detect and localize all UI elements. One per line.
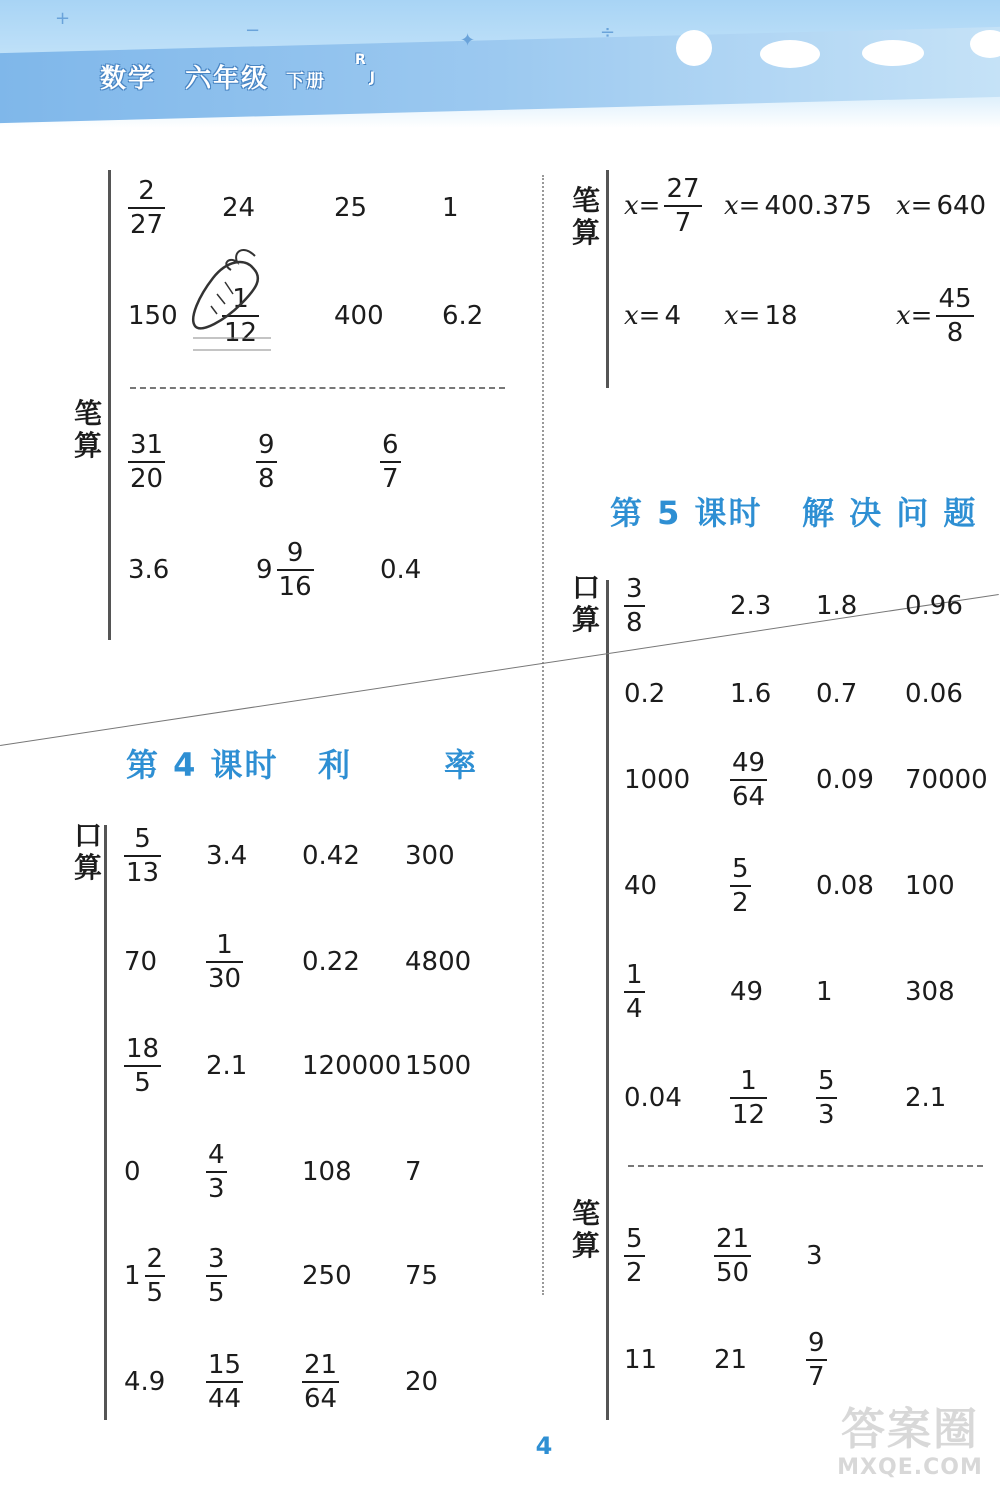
answer-cell — [302, 1142, 352, 1202]
fraction-denominator: 50 — [716, 1258, 750, 1288]
answer-cell — [624, 750, 690, 810]
answer-cell — [905, 962, 955, 1022]
column-divider — [542, 175, 544, 1295]
fraction — [936, 286, 973, 346]
fraction-denominator: 7 — [674, 208, 692, 238]
answer-cell — [256, 432, 277, 492]
fraction — [206, 932, 243, 992]
answer-cell — [905, 750, 988, 810]
answer-cell — [730, 856, 751, 916]
watermark — [825, 1405, 995, 1495]
answer-cell — [816, 1068, 837, 1128]
right-top-rule — [606, 170, 609, 388]
carrot-icon — [185, 238, 280, 363]
equation-variable: x= — [624, 191, 661, 221]
plus-icon: + — [55, 8, 71, 29]
answer-value: 250 — [302, 1261, 352, 1291]
answer-cell — [624, 962, 645, 1022]
header-volume: 下册 — [286, 71, 327, 92]
fraction-denominator: 44 — [208, 1384, 242, 1414]
page-number: 4 — [535, 1432, 553, 1460]
label-kousuan: 口算 — [571, 571, 600, 636]
fraction — [714, 1226, 751, 1286]
edition-j: J — [369, 70, 375, 86]
mixed-whole: 9 — [256, 555, 273, 585]
fraction — [124, 826, 161, 886]
fraction-denominator: 64 — [732, 782, 766, 812]
fraction-denominator: 8 — [626, 608, 643, 638]
label-bisuan: 笔算 — [571, 184, 600, 249]
answer-value: 1 — [442, 193, 459, 223]
fraction — [277, 540, 314, 600]
butterfly-icon: ✦ — [460, 30, 476, 51]
equation-variable: x= — [724, 191, 761, 221]
fraction — [128, 178, 165, 238]
answer-cell — [624, 856, 657, 916]
fraction-denominator: 2 — [732, 888, 749, 918]
equation-variable: x= — [724, 301, 761, 331]
divide-icon: ÷ — [600, 22, 616, 43]
answer-cell — [124, 826, 161, 886]
answer-cell — [405, 1142, 422, 1202]
fraction-denominator: 5 — [146, 1278, 164, 1308]
answer-cell — [724, 286, 798, 346]
answer-cell — [816, 750, 874, 810]
fraction-denominator: 12 — [224, 318, 258, 348]
answer-value: 20 — [405, 1367, 439, 1397]
fraction-numerator: 4 — [208, 1140, 225, 1170]
fraction-denominator: 7 — [382, 464, 399, 494]
answer-value: 0.4 — [380, 555, 422, 585]
fraction-numerator: 5 — [134, 824, 151, 854]
answer-cell — [405, 932, 471, 992]
header-title — [100, 58, 326, 95]
fraction — [145, 1246, 166, 1306]
answer-value: 1000 — [624, 765, 691, 795]
answer-cell — [624, 1330, 657, 1390]
answer-value: 40 — [624, 871, 658, 901]
fraction-numerator: 27 — [666, 174, 700, 204]
answer-cell — [442, 178, 459, 238]
fraction-denominator: 13 — [126, 858, 160, 888]
fraction — [806, 1330, 827, 1390]
header-grade: 六年级 — [185, 64, 270, 94]
answer-cell — [730, 664, 771, 724]
answer-cell — [730, 750, 767, 810]
fraction — [730, 856, 751, 916]
fraction-denominator: 16 — [278, 572, 312, 602]
lesson4-title: 第 4 课时 利 率 — [126, 746, 478, 784]
fraction — [730, 750, 767, 810]
answer-cell — [206, 1352, 243, 1412]
label-bisuan: 笔算 — [73, 397, 102, 462]
fraction-denominator: 27 — [130, 210, 164, 240]
answer-value: 1.8 — [816, 591, 858, 621]
answer-value: 400.375 — [764, 191, 872, 221]
answer-cell — [442, 286, 483, 346]
answer-value: 24 — [222, 193, 256, 223]
sun-icon — [676, 30, 712, 66]
answer-cell — [624, 664, 665, 724]
answer-value: 70 — [124, 947, 158, 977]
fraction-numerator: 1 — [626, 960, 643, 990]
cloud-icon — [760, 40, 820, 68]
answer-cell — [206, 826, 247, 886]
fraction — [664, 176, 701, 236]
answer-cell — [380, 432, 401, 492]
header-subject: 数学 — [100, 64, 157, 94]
answer-value: 150 — [128, 301, 178, 331]
answer-value: 1500 — [405, 1051, 472, 1081]
fraction-numerator: 2 — [138, 176, 155, 206]
answer-value: 640 — [936, 191, 987, 221]
edition-mark — [355, 52, 375, 86]
answer-value: 4800 — [405, 947, 472, 977]
fraction-numerator: 2 — [146, 1244, 164, 1274]
answer-cell — [128, 432, 165, 492]
answer-cell — [334, 286, 384, 346]
answer-value: 100 — [905, 871, 955, 901]
answer-cell — [124, 932, 157, 992]
answer-cell — [128, 178, 165, 238]
answer-value: 21 — [714, 1345, 748, 1375]
answer-value: 75 — [405, 1261, 439, 1291]
answer-cell — [624, 176, 702, 236]
answer-cell — [405, 1352, 438, 1412]
fraction — [206, 1142, 227, 1202]
fraction — [816, 1068, 837, 1128]
dashed-separator — [130, 387, 505, 389]
fraction — [206, 1352, 243, 1412]
right-bottom-rule — [606, 580, 609, 1420]
fraction — [624, 576, 645, 636]
answer-value: 6.2 — [442, 301, 484, 331]
answer-cell — [806, 1330, 827, 1390]
fraction-denominator: 3 — [208, 1174, 225, 1204]
cloud-icon — [862, 40, 924, 66]
fraction-numerator: 6 — [382, 430, 399, 460]
answer-cell — [816, 576, 857, 636]
fraction-denominator: 8 — [258, 464, 275, 494]
answer-value: 0.2 — [624, 679, 666, 709]
fraction — [302, 1352, 339, 1412]
fraction — [624, 962, 645, 1022]
answer-cell — [380, 540, 421, 600]
answer-cell — [124, 1036, 161, 1096]
equation-variable: x= — [624, 301, 661, 331]
answer-cell — [724, 176, 872, 236]
answer-cell — [905, 1068, 946, 1128]
answer-cell — [206, 932, 243, 992]
answer-value: 7 — [405, 1157, 422, 1187]
answer-value: 2.1 — [206, 1051, 248, 1081]
fraction — [124, 1036, 161, 1096]
fraction — [730, 1068, 767, 1128]
fraction-numerator: 9 — [286, 538, 304, 568]
fraction — [206, 1246, 227, 1306]
edition-r: R — [355, 52, 366, 68]
fraction-numerator: 1 — [740, 1066, 757, 1096]
fraction-numerator: 1 — [216, 930, 233, 960]
answer-cell — [222, 178, 255, 238]
answer-value: 4 — [664, 301, 681, 331]
answer-cell — [124, 1142, 141, 1202]
answer-value: 0.06 — [905, 679, 963, 709]
answer-value: 3 — [806, 1241, 823, 1271]
answer-cell — [206, 1246, 227, 1306]
answer-cell — [405, 826, 455, 886]
answer-cell — [124, 1352, 165, 1412]
answer-cell — [896, 286, 974, 346]
fraction-numerator: 15 — [208, 1350, 242, 1380]
answer-value: 0.42 — [302, 841, 360, 871]
equation-variable: x= — [896, 191, 933, 221]
fraction-numerator: 5 — [818, 1066, 835, 1096]
fraction-numerator: 31 — [130, 430, 164, 460]
equation-variable: x= — [896, 301, 933, 331]
answer-value: 25 — [334, 193, 368, 223]
fraction-numerator: 5 — [732, 854, 749, 884]
answer-cell — [730, 1068, 767, 1128]
answer-cell — [730, 576, 771, 636]
fraction-denominator: 64 — [304, 1384, 338, 1414]
fraction-numerator: 1 — [232, 284, 249, 314]
answer-cell — [624, 576, 645, 636]
answer-cell — [896, 176, 986, 236]
mixed-whole: 1 — [124, 1261, 141, 1291]
answer-cell — [302, 1352, 339, 1412]
watermark-url: MXQE.COM — [837, 1455, 983, 1480]
answer-value: 1.6 — [730, 679, 772, 709]
answer-cell — [624, 1068, 682, 1128]
answer-cell — [905, 576, 963, 636]
fraction-numerator: 21 — [716, 1224, 750, 1254]
answer-cell — [730, 962, 763, 1022]
answer-cell — [816, 664, 857, 724]
answer-value: 0.04 — [624, 1083, 682, 1113]
answer-value: 120000 — [302, 1051, 402, 1081]
answer-cell — [256, 540, 314, 600]
answer-value: 300 — [405, 841, 455, 871]
label-bisuan: 笔算 — [571, 1197, 600, 1262]
fraction-denominator: 2 — [626, 1258, 643, 1288]
fraction-denominator: 8 — [946, 318, 964, 348]
answer-value: 2.3 — [730, 591, 772, 621]
answer-value: 308 — [905, 977, 955, 1007]
left-bottom-rule — [104, 825, 107, 1420]
label-kousuan: 口算 — [73, 819, 102, 884]
answer-value: 4.9 — [124, 1367, 166, 1397]
fraction-denominator: 7 — [808, 1362, 825, 1392]
answer-cell — [334, 178, 367, 238]
answer-cell — [624, 1226, 645, 1286]
fraction-numerator: 45 — [938, 284, 972, 314]
answer-cell — [302, 932, 360, 992]
left-top-rule — [108, 170, 111, 640]
answer-cell — [128, 540, 169, 600]
page-header — [0, 0, 1000, 128]
answer-cell — [302, 1246, 352, 1306]
answer-value: 0.7 — [816, 679, 858, 709]
answer-cell — [124, 1246, 165, 1306]
fraction-denominator: 3 — [818, 1100, 835, 1130]
answer-cell — [816, 856, 874, 916]
fraction-numerator: 49 — [732, 748, 766, 778]
answer-value: 18 — [764, 301, 798, 331]
answer-value: 3.4 — [206, 841, 248, 871]
answer-value: 49 — [730, 977, 764, 1007]
answer-cell — [806, 1226, 823, 1286]
answer-cell — [302, 1036, 401, 1096]
answer-cell — [714, 1226, 751, 1286]
fraction-denominator: 20 — [130, 464, 164, 494]
answer-cell — [302, 826, 360, 886]
answer-cell — [714, 1330, 747, 1390]
fraction-numerator: 9 — [808, 1328, 825, 1358]
lesson5-title: 第 5 课时 解 决 问 题 — [610, 494, 978, 532]
fraction-numerator: 3 — [208, 1244, 225, 1274]
dashed-separator — [628, 1165, 983, 1167]
answer-value: 3.6 — [128, 555, 170, 585]
fraction — [624, 1226, 645, 1286]
fraction — [256, 432, 277, 492]
fraction-denominator: 5 — [134, 1068, 151, 1098]
fraction-numerator: 18 — [126, 1034, 160, 1064]
fraction-denominator: 4 — [626, 994, 643, 1024]
answer-value: 400 — [334, 301, 384, 331]
answer-value: 0.96 — [905, 591, 963, 621]
answer-value: 0.22 — [302, 947, 360, 977]
answer-cell — [905, 664, 963, 724]
answer-value: 0.08 — [816, 871, 874, 901]
fraction — [128, 432, 165, 492]
minus-icon: − — [245, 20, 261, 41]
answer-value: 0.09 — [816, 765, 874, 795]
answer-cell — [624, 286, 681, 346]
answer-value: 11 — [624, 1345, 658, 1375]
fraction-denominator: 12 — [732, 1100, 766, 1130]
answer-cell — [405, 1246, 438, 1306]
fraction-denominator: 30 — [208, 964, 242, 994]
fraction — [380, 432, 401, 492]
answer-value: 108 — [302, 1157, 352, 1187]
fraction-numerator: 9 — [258, 430, 275, 460]
watermark-logo: 答案圈 — [841, 1404, 979, 1455]
fraction-numerator: 21 — [304, 1350, 338, 1380]
answer-cell — [816, 962, 833, 1022]
fraction-denominator: 5 — [208, 1278, 225, 1308]
answer-cell — [128, 286, 178, 346]
answer-value: 2.1 — [905, 1083, 947, 1113]
fraction-numerator: 5 — [626, 1224, 643, 1254]
answer-cell — [405, 1036, 471, 1096]
answer-cell — [206, 1036, 247, 1096]
fraction-numerator: 3 — [626, 574, 643, 604]
answer-cell — [206, 1142, 227, 1202]
answer-value: 1 — [816, 977, 833, 1007]
answer-value: 70000 — [905, 765, 988, 795]
answer-cell — [905, 856, 955, 916]
answer-value: 0 — [124, 1157, 141, 1187]
